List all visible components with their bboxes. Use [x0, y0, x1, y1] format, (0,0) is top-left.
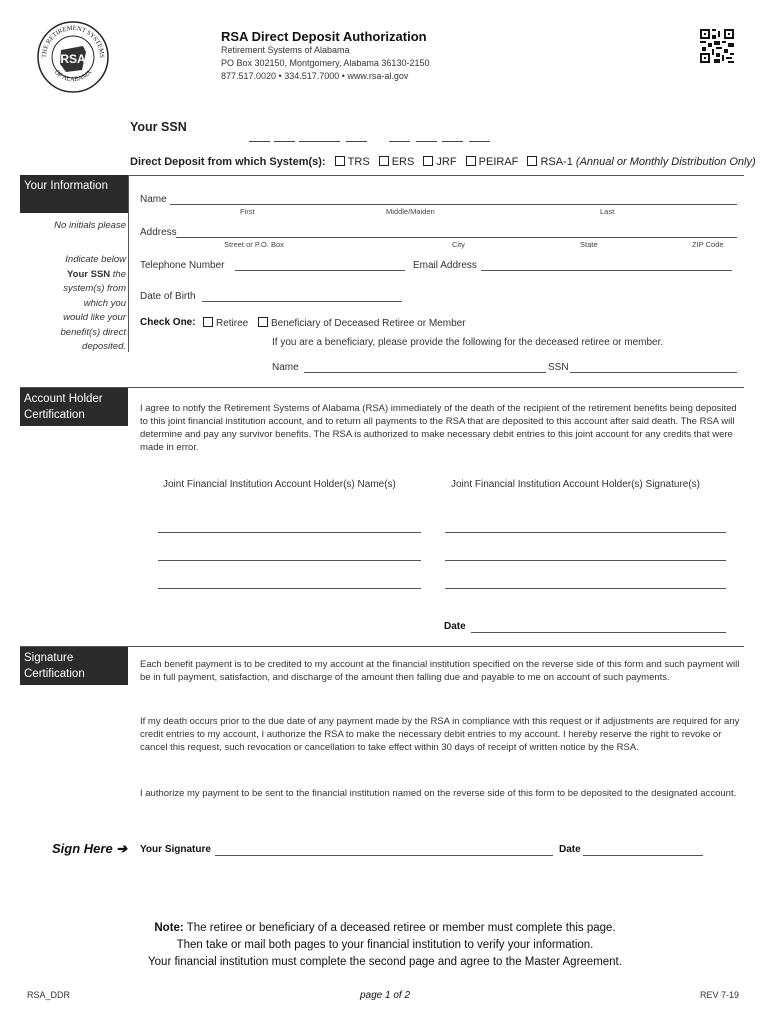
deceased-ssn-field[interactable]	[570, 372, 737, 373]
ers-checkbox[interactable]	[379, 156, 389, 166]
ssn-digit-field[interactable]	[274, 141, 295, 142]
your-signature-label: Your Signature	[140, 844, 211, 855]
state-sublabel: State	[580, 240, 598, 249]
signature-date-field[interactable]	[583, 855, 703, 856]
no-initials-note: No initials please	[54, 220, 126, 231]
revision: REV 7-19	[700, 990, 740, 1000]
joint-name-field[interactable]	[158, 560, 421, 561]
note-line-3: Your financial institution must complete the second page and agree to the Master Agreement.	[148, 956, 622, 968]
joint-name-field[interactable]	[158, 532, 421, 533]
trs-label: TRS	[347, 156, 370, 168]
joint-name-field[interactable]	[158, 588, 421, 589]
email-label: Email Address	[413, 260, 477, 271]
peiraf-checkbox[interactable]	[466, 156, 476, 166]
ssn-digit-field[interactable]	[249, 141, 270, 142]
retiree-option	[203, 317, 248, 329]
section-side-rule	[128, 176, 129, 352]
sign-here-label: Sign Here ➔	[52, 841, 128, 856]
rsa1-label: RSA-1	[540, 156, 573, 168]
rsa1-note: (Annual or Monthly Distribution Only)	[575, 156, 756, 168]
trs-checkbox[interactable]	[335, 156, 345, 166]
note-lead: Note:	[154, 922, 184, 934]
jrf-checkbox[interactable]	[423, 156, 433, 166]
retiree-label: Retiree	[216, 318, 249, 329]
page-number: page 1 of 2	[359, 990, 411, 1001]
jrf-label: JRF	[436, 156, 457, 168]
account-holder-text: I agree to notify the Retirement Systems of Alabama (RSA) immediately of the death of the recipient of the retirement benefits being deposited to this joint financial institution account, and to return all payments to the RSA that are deposited to this account after said death. The RSA will determine and pay any survivor benefits. The RSA is authorized to make necessary debit entries to this joint account for any credits that were made in error.	[140, 403, 737, 453]
system-label: Direct Deposit from which System(s):	[130, 156, 326, 168]
last-sublabel: Last	[600, 207, 615, 216]
completion-note	[0, 920, 770, 971]
qr-code-icon	[700, 29, 734, 63]
ssn-digit-field[interactable]	[299, 141, 320, 142]
address-field[interactable]	[176, 237, 737, 238]
ssn-digit-field[interactable]	[416, 141, 437, 142]
joint-signature-field[interactable]	[445, 532, 726, 533]
ssn-label: Your SSN	[130, 120, 187, 134]
section-divider	[20, 646, 744, 647]
peiraf-label: PEIRAF	[478, 156, 519, 168]
org-contact: 877.517.0020 • 334.517.7000 • www.rsa-al.gov	[221, 71, 409, 81]
signature-paragraph-3: I authorize my payment to be sent to the financial institution named on the reverse side of this form to be deposited to the designated account.	[140, 788, 737, 799]
beneficiary-label: Beneficiary of Deceased Retiree or Member	[271, 318, 466, 329]
address-label: Address	[140, 227, 177, 238]
email-field[interactable]	[481, 270, 732, 271]
seal-logo-text: RSA	[60, 52, 86, 66]
joint-date-field[interactable]	[471, 632, 726, 633]
ssn-instruction-note: Indicate below Your SSN the system(s) from which you would like your benefit(s) direct deposited.	[60, 254, 126, 352]
joint-date-label: Date	[444, 621, 466, 632]
retiree-checkbox[interactable]	[203, 317, 213, 327]
beneficiary-instructions: If you are a beneficiary, please provide the following for the deceased retiree or member.	[272, 337, 664, 348]
ssn-digit-field[interactable]	[469, 141, 490, 142]
zip-sublabel: ZIP Code	[692, 240, 724, 249]
dob-label: Date of Birth	[140, 291, 196, 302]
ssn-digit-field[interactable]	[346, 141, 367, 142]
section-divider	[20, 387, 744, 388]
section-title-signature: Signature Certification	[20, 647, 128, 685]
first-sublabel: First	[240, 207, 255, 216]
form-id: RSA_DDR	[27, 990, 71, 1000]
deceased-name-field[interactable]	[304, 372, 546, 373]
ssn-digit-field[interactable]	[389, 141, 410, 142]
deceased-ssn-label: SSN	[548, 362, 569, 373]
middle-sublabel: Middle/Maiden	[386, 207, 435, 216]
name-field[interactable]	[170, 204, 737, 205]
seal-bottom-text: OF ALABAMA	[52, 68, 94, 84]
check-one-label: Check One:	[140, 317, 196, 328]
ers-label: ERS	[391, 156, 415, 168]
rsa-seal-logo	[36, 20, 110, 94]
signature-paragraph-2: If my death occurs prior to the due date of any payment made by the RSA in compliance with this request or if adjustments are required for any credit entries to my account, I authorize the RSA to make the necessary debit entries to my account. I hereby reserve the right to revoke or cancel this request, such revocation or cancellation to take effect within 30 days of receipt of written notice by the RSA.	[140, 716, 740, 753]
street-sublabel: Street or P.O. Box	[224, 240, 284, 249]
city-sublabel: City	[452, 240, 465, 249]
note-line-1: The retiree or beneficiary of a deceased retiree or member must complete this page.	[183, 922, 616, 934]
dob-field[interactable]	[202, 301, 402, 302]
org-address: PO Box 302150, Montgomery, Alabama 36130-2150	[221, 58, 430, 68]
section-title-your-information: Your Information	[20, 175, 128, 213]
beneficiary-checkbox[interactable]	[258, 317, 268, 327]
ssn-digit-field[interactable]	[442, 141, 463, 142]
org-name: Retirement Systems of Alabama	[221, 45, 350, 55]
beneficiary-option	[258, 317, 466, 329]
rsa1-checkbox[interactable]	[527, 156, 537, 166]
your-signature-field[interactable]	[215, 855, 553, 856]
joint-signatures-header: Joint Financial Institution Account Holder(s) Signature(s)	[451, 479, 701, 490]
joint-signature-field[interactable]	[445, 588, 726, 589]
section-title-account-holder: Account Holder Certification	[20, 388, 128, 426]
ssn-digit-field[interactable]	[319, 141, 340, 142]
seal-top-text: THE RETIREMENT SYSTEMS	[40, 24, 106, 59]
joint-names-header: Joint Financial Institution Account Holder(s) Name(s)	[163, 479, 396, 490]
signature-paragraph-1: Each benefit payment is to be credited to my account at the financial institution specified on the reverse side of this form and such payment will be in full payment, satisfaction, and discharge of the amount then falling due and payable to me on account of such payments.	[140, 659, 740, 683]
deceased-name-label: Name	[272, 362, 299, 373]
telephone-label: Telephone Number	[140, 260, 225, 271]
telephone-field[interactable]	[235, 270, 405, 271]
system-selection-row	[130, 156, 756, 168]
note-line-2: Then take or mail both pages to your financial institution to verify your information.	[176, 939, 594, 951]
signature-date-label: Date	[559, 844, 581, 855]
name-label: Name	[140, 194, 167, 205]
form-title: RSA Direct Deposit Authorization	[221, 29, 427, 44]
joint-signature-field[interactable]	[445, 560, 726, 561]
